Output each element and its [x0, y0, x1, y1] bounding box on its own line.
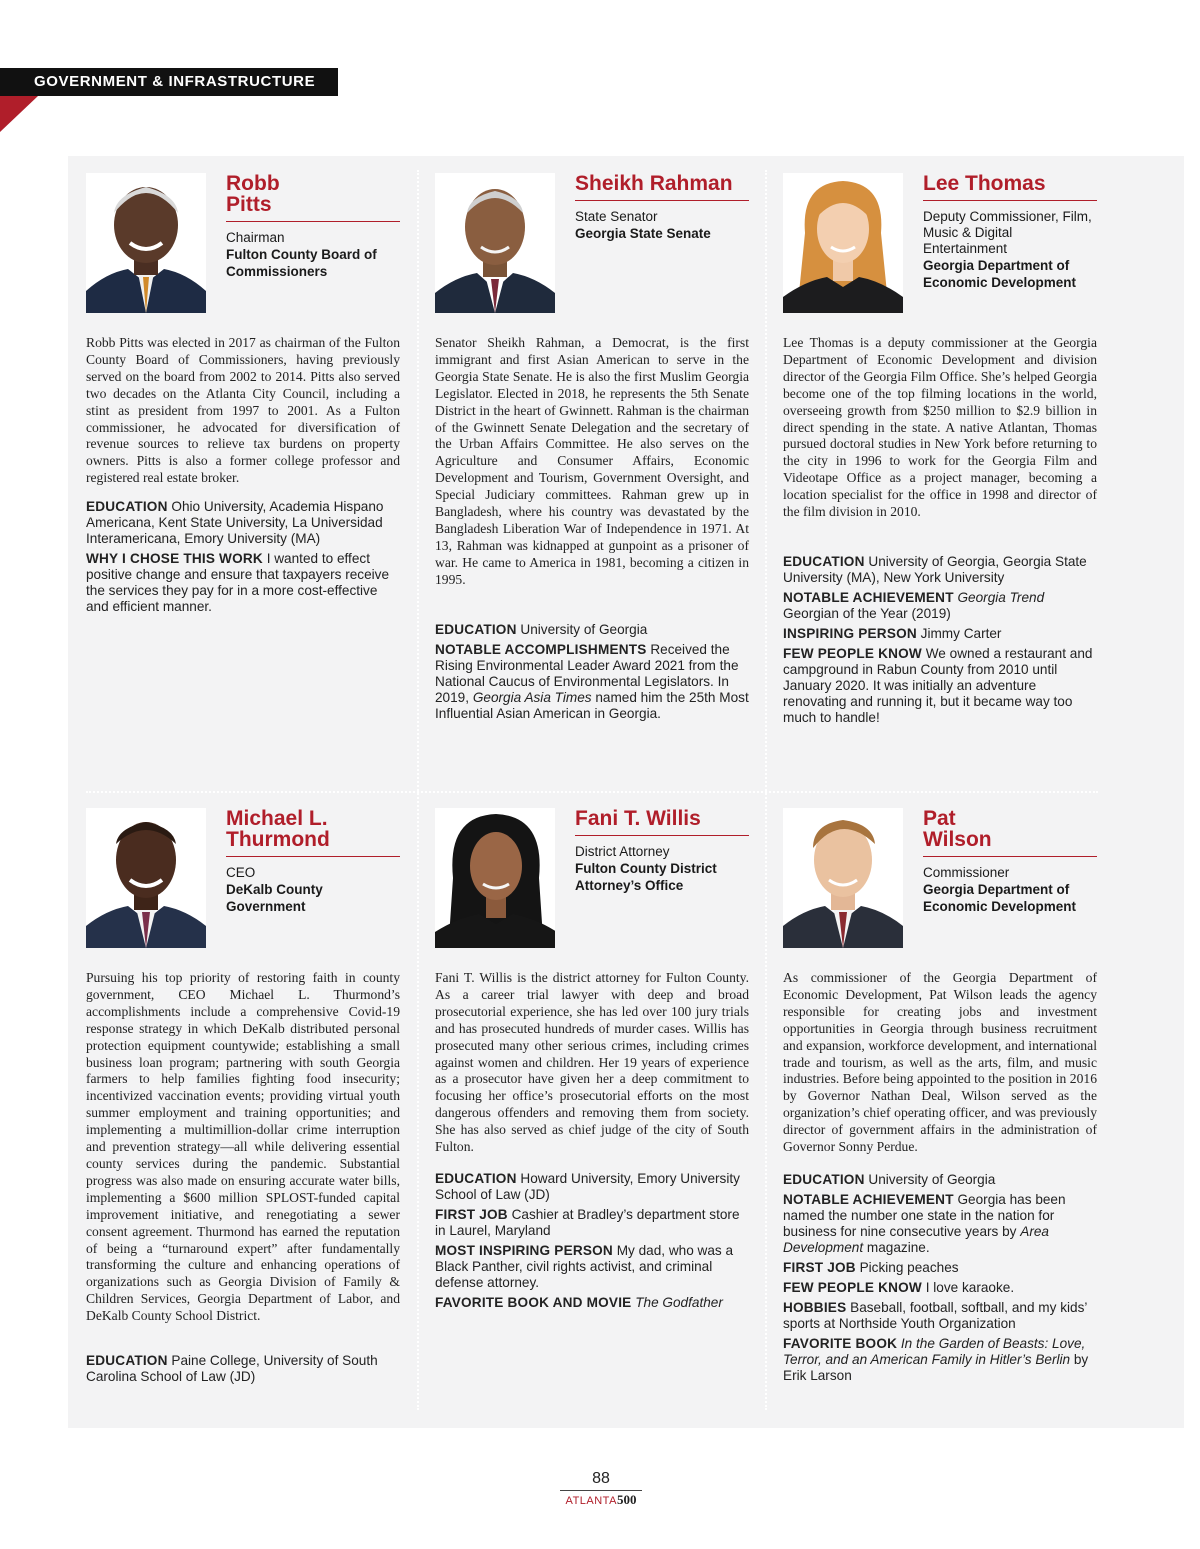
profile-name: Fani T. Willis [575, 808, 749, 836]
profile-facts [435, 1171, 749, 1315]
profile-title: Chairman [226, 230, 285, 245]
profile-bio: As commissioner of the Georgia Department of Economic Development, Pat Wilson leads the agency responsible for creating jobs and investment opportunities in Georgia through business recruitment and expansion, workforce development, and international trade and tourism, as well as the arts, film, and music industries. Before being appointed to the position in 2016 by Governor Nathan Deal, Wilson served as the organization’s chief operating officer, and was previously director of government affairs in the administration of Governor Sonny Perdue. [783, 970, 1097, 1155]
fact-notable-achievement: NOTABLE ACHIEVEMENT Georgia Trend Georgian of the Year (2019) [783, 590, 1045, 621]
fact-favorite-book-movie: FAVORITE BOOK AND MOVIE The Godfather [435, 1295, 723, 1310]
profile-header [226, 173, 400, 280]
profile-facts [86, 1353, 400, 1389]
profile-bio: Lee Thomas is a deputy commissioner at the Georgia Department of Economic Development and division director of the Georgia Film Office. She’s helped Georgia become one of the top filming locations in the world, overseeing growth from $250 million to $2.9 billion in direct spending in the state. A native Atlantan, Thomas pursued doctoral studies in New York before returning to the city in 1996 to work for the Georgia Film and Videotape Office as a project manager, becoming a location specialist for the office in 1998 and director of the film division in 2010. [783, 335, 1097, 520]
fact-inspiring-person: INSPIRING PERSON Jimmy Carter [783, 626, 1002, 641]
section-tag: GOVERNMENT & INFRASTRUCTURE [0, 68, 338, 96]
profile-header [575, 808, 749, 894]
profile-title: Deputy Commissioner, Film, Music & Digital Entertainment [923, 209, 1092, 256]
page-number: 88 [592, 1470, 610, 1487]
profile-org: Georgia State Senate [575, 226, 711, 241]
column-divider [765, 170, 767, 1410]
column-divider [417, 170, 419, 1410]
fact-education: EDUCATION University of Georgia [435, 622, 648, 637]
profile-name: Robb Pitts [226, 173, 400, 222]
profile-header [923, 173, 1097, 291]
footer-brand [560, 1492, 642, 1508]
profile-facts [86, 499, 400, 619]
fact-hobbies: HOBBIES Baseball, football, softball, and my kids’ sports at Northside Youth Organization [783, 1300, 1087, 1331]
fact-why-work: WHY I CHOSE THIS WORK I wanted to effect positive change and ensure that taxpayers receive the services they pay for in a more cost-effective and efficient manner. [86, 551, 390, 614]
profile-org: Fulton County District Attorney’s Office [575, 861, 717, 893]
profile-bio: Robb Pitts was elected in 2017 as chairman of the Fulton County Board of Commissioners, having previously served on the board from 2002 to 2014. Pitts also served two decades on the Atlanta City Council, including a stint as president from 1997 to 2001. As a Fulton commissioner, he advocated for diversification of revenue sources to relieve tax burdens on property owners. Pitts is also a former college professor and registered real estate broker. [86, 335, 400, 486]
profile-title: Commissioner [923, 865, 1010, 880]
profile-header [923, 808, 1097, 915]
fact-notable-accomplishments: NOTABLE ACCOMPLISHMENTS Received the Rising Environmental Leader Award 2021 from the National Caucus of Environmental Legislators. In 2019, Georgia Asia Times named him the 25th Most Influential Asian American in Georgia. [435, 642, 749, 721]
profile-title: State Senator [575, 209, 658, 224]
profile-header [226, 808, 400, 915]
profile-facts [783, 554, 1097, 730]
portrait-photo [783, 173, 903, 313]
fact-education: EDUCATION University of Georgia, Georgia State University (MA), New York University [783, 554, 1087, 585]
profile-name: Lee Thomas [923, 173, 1097, 201]
red-corner-accent [0, 96, 38, 132]
profile-facts [783, 1172, 1097, 1388]
footer-rule [560, 1490, 642, 1491]
profile-bio: Senator Sheikh Rahman, a Democrat, is the first immigrant and first Asian American to serve in the Georgia State Senate. He is also the first Muslim Georgia Legislator. Elected in 2018, he represents the 5th Senate District in the heart of Gwinnett. Rahman is the chairman of the Gwinnett Senate Delegation and the secretary of the Urban Affairs Committee. He also serves on the Agriculture and Consumer Affairs, Economic Development and Tourism, Government Oversight, and Special Judiciary committees. Rahman grew up in Bangladesh, where his country was devastated by the Bangladesh Liberation War of Independence in 1971. At 13, Rahman was kidnapped at gunpoint as a prisoner of war. He came to America in 1981, becoming a citizen in 1995. [435, 335, 749, 587]
profile-org: Fulton County Board of Commissioners [226, 247, 377, 279]
portrait-photo [435, 808, 555, 948]
fact-favorite-book: FAVORITE BOOK In the Garden of Beasts: Love, Terror, and an American Family in Hitler’s Berlin by Erik Larson [783, 1336, 1089, 1383]
portrait-photo [435, 173, 555, 313]
profile-title: CEO [226, 865, 256, 880]
fact-education: EDUCATION University of Georgia [783, 1172, 996, 1187]
portrait-photo [86, 173, 206, 313]
profile-bio: Pursuing his top priority of restoring faith in county government, CEO Michael L. Thurmond’s accomplishments include a comprehensive Covid-19 response strategy in which DeKalb distributed personal protection equipment countywide; establishing a small business loan program; partnering with south Georgia farmers to help families fighting food insecurity; incentivized vaccination events; providing virtual youth summer employment and training opportunities; and implementing a multimillion-dollar crime interruption and prevention strategy—all while delivering essential county services during the pandemic. Substantial progress was also made on ensuring accurate water bills, implementing a $600 million SPLOST-funded capital improvement initiative, and renegotiating a sewer consent agreement. Thurmond has earned the reputation of being a “turnaround expert” after fundamentally transforming the culture and enhancing operations of organizations such as Georgia Division of Family & Children Services, Georgia Department of Labor, and DeKalb County School District. [86, 970, 400, 1324]
fact-notable-achievement: NOTABLE ACHIEVEMENT Georgia has been named the number one state in the nation for business for nine consecutive years by Area Development magazine. [783, 1192, 1066, 1255]
fact-education: EDUCATION Ohio University, Academia Hispano Americana, Kent State University, La Universidad Interamericana, Emory University (MA) [86, 499, 384, 546]
profile-name: Sheikh Rahman [575, 173, 749, 201]
fact-few-people-know: FEW PEOPLE KNOW We owned a restaurant and campground in Rabun County from 2010 until January 2020. It was initially an adventure renovating and running it, but it became way too much to handle! [783, 646, 1093, 725]
portrait-photo [783, 808, 903, 948]
fact-few-people-know: FEW PEOPLE KNOW I love karaoke. [783, 1280, 1015, 1295]
fact-most-inspiring-person: MOST INSPIRING PERSON My dad, who was a Black Panther, civil rights activist, and criminal defense attorney. [435, 1243, 734, 1290]
profile-title: District Attorney [575, 844, 670, 859]
profile-org: Georgia Department of Economic Development [923, 258, 1077, 290]
profile-org: DeKalb County Government [226, 882, 323, 914]
profile-header [575, 173, 749, 242]
brand-city: ATLANTA [565, 1495, 617, 1507]
fact-first-job: FIRST JOB Cashier at Bradley’s department store in Laurel, Maryland [435, 1207, 740, 1238]
fact-first-job: FIRST JOB Picking peaches [783, 1260, 959, 1275]
portrait-photo [86, 808, 206, 948]
profile-org: Georgia Department of Economic Development [923, 882, 1077, 914]
fact-education: EDUCATION Paine College, University of South Carolina School of Law (JD) [86, 1353, 378, 1384]
brand-number: 500 [616, 1492, 637, 1507]
profile-name: Michael L. Thurmond [226, 808, 400, 857]
profile-facts [435, 622, 749, 726]
row-divider [86, 791, 1098, 793]
profile-bio: Fani T. Willis is the district attorney for Fulton County. As a career trial lawyer with deep and broad prosecutorial experience, she has led over 100 jury trials and has prosecuted hundreds of murder cases. Willis has prosecuted many other serious crimes, including crimes against women and children. Her 19 years of experience as a prosecutor have given her a deep commitment to focusing her office’s prosecutorial efforts on the most dangerous offenders and removing them from society. She has also served as chief judge of the city of South Fulton. [435, 970, 749, 1155]
profile-name: Pat Wilson [923, 808, 1097, 857]
fact-education: EDUCATION Howard University, Emory University School of Law (JD) [435, 1171, 740, 1202]
